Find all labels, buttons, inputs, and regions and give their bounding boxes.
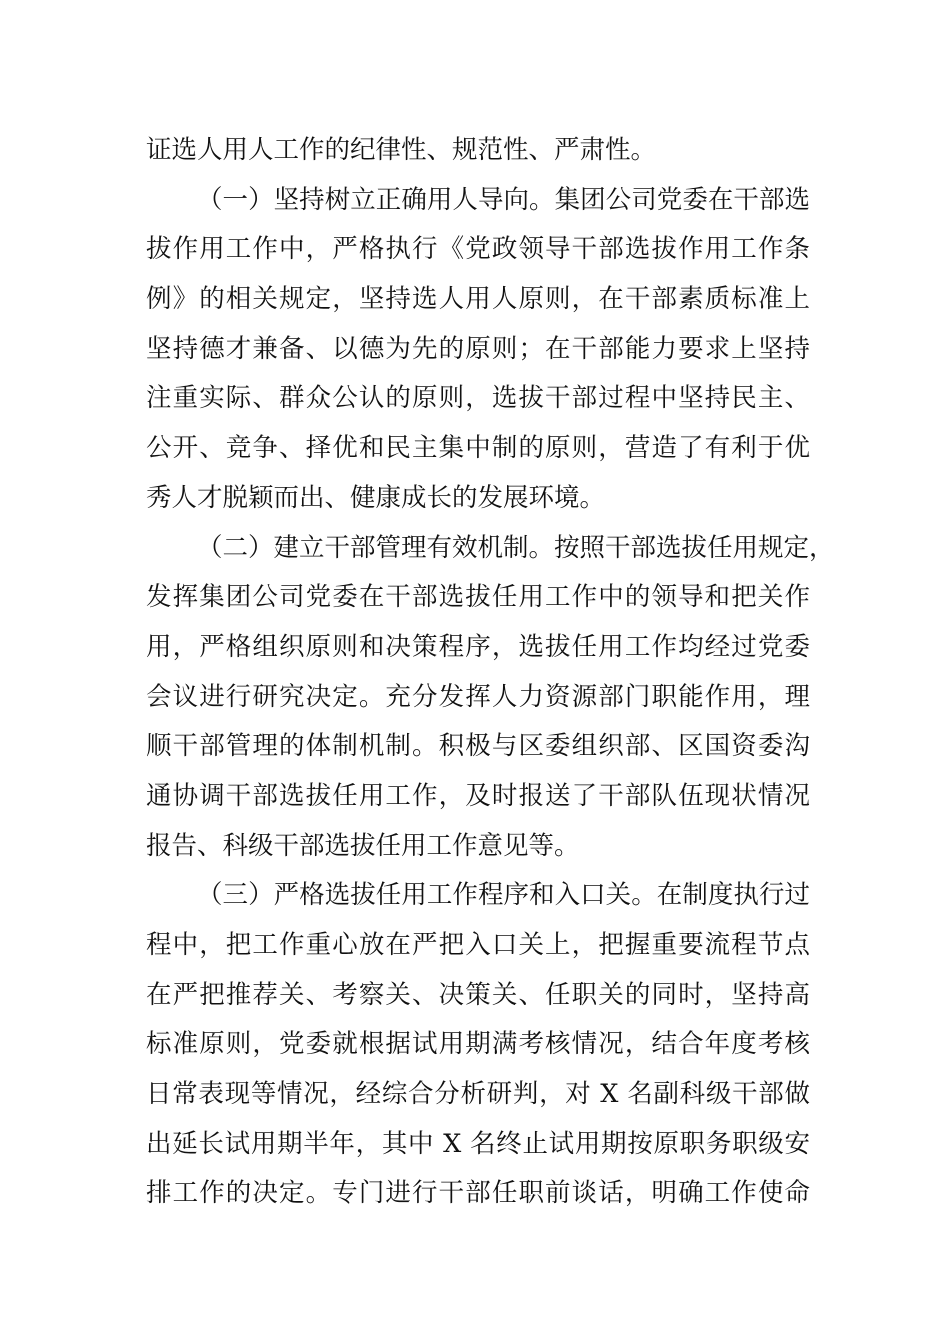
text-line: 在严把推荐关、考察关、决策关、任职关的同时，坚持高 — [146, 979, 810, 1010]
body-text — [146, 126, 835, 1219]
text-line: 注重实际、群众公认的原则，选拔干部过程中坚持民主、 — [146, 383, 810, 414]
text-line: 程中，把工作重心放在严把入口关上，把握重要流程节点 — [146, 930, 810, 960]
text-line: 证选人用人工作的纪律性、规范性、严肃性。 — [146, 135, 657, 165]
text-line: 发挥集团公司党委在干部选拔任用工作中的领导和把关作 — [146, 582, 810, 613]
text-line: 出延长试用期半年，其中 X 名终止试用期按原职务职级安 — [146, 1128, 810, 1159]
paragraph-3-first-line: （三）严格选拔任用工作程序和入口关。在制度执行过 — [197, 880, 810, 911]
paragraph-2-first-line: （二）建立干部管理有效机制。按照干部选拔任用规定， — [197, 532, 835, 563]
text-line: 公开、竞争、择优和民主集中制的原则，营造了有利于优 — [146, 433, 810, 464]
paragraph-1-first-line: （一）坚持树立正确用人导向。集团公司党委在干部选 — [197, 184, 810, 215]
text-line: 日常表现等情况，经综合分析研判，对 X 名副科级干部做 — [146, 1079, 810, 1110]
text-line: 排工作的决定。专门进行干部任职前谈话，明确工作使命 — [146, 1178, 810, 1209]
text-line: 顺干部管理的体制机制。积极与区委组织部、区国资委沟 — [146, 731, 810, 762]
text-line: 标准原则，党委就根据试用期满考核情况，结合年度考核 — [146, 1029, 810, 1060]
text-line: 会议进行研究决定。充分发挥人力资源部门职能作用，理 — [146, 681, 810, 712]
text-line: 拔作用工作中，严格执行《党政领导干部选拔作用工作条 — [146, 234, 810, 265]
text-line: 秀人才脱颖而出、健康成长的发展环境。 — [146, 482, 606, 513]
text-line: 用，严格组织原则和决策程序，选拔任用工作均经过党委 — [146, 631, 810, 662]
text-line: 例》的相关规定，坚持选人用人原则，在干部素质标准上 — [146, 284, 810, 315]
text-line: 坚持德才兼备、以德为先的原则；在干部能力要求上坚持 — [146, 333, 810, 364]
text-line: 通协调干部选拔任用工作，及时报送了干部队伍现状情况 — [146, 780, 810, 811]
text-line: 报告、科级干部选拔任用工作意见等。 — [146, 830, 580, 861]
